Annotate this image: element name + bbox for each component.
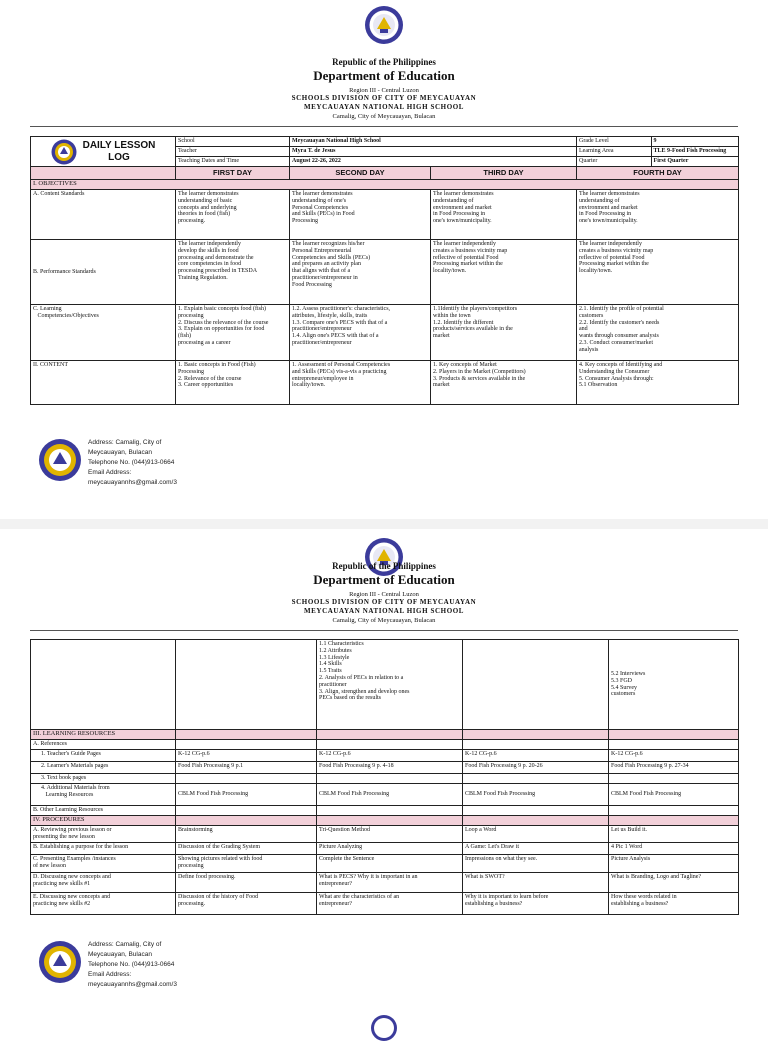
- procedure-label-d: D. Discussing new concepts and practicing new skills #1: [33, 873, 111, 887]
- resource-3-day1: [176, 773, 317, 783]
- dates-value: August 22-26, 2022: [290, 157, 577, 167]
- pink-cell: [463, 730, 609, 740]
- dll-title-line1: DAILY LESSON: [82, 139, 156, 151]
- learning-competencies-day4: 2.1. Identify the profile of potential customers 2.2. Identify the customer's needs and wants through consumer analysis 2.3. Conduct consumer/market analysis: [579, 306, 664, 353]
- content-day4: 4. Key concepts of Identifying and Understanding the Consumer 5. Consumer Analysis through: 5.1 Observation: [579, 362, 663, 389]
- dates-label: Teaching Dates and Time: [176, 157, 290, 167]
- footer-email-label: Email Address:: [88, 469, 132, 476]
- empty-cell: [609, 740, 739, 750]
- procedure-e-day4: How these words related in establishing a business?: [611, 893, 677, 907]
- area-value: TLE 9-Food Fish Processing: [653, 148, 727, 154]
- resource-3-day2: [317, 773, 463, 783]
- content-standards-day4: The learner demonstrates understanding of environment and market in Food Processing in one's town/municipality.: [579, 191, 640, 225]
- quarter-label: Quarter: [577, 157, 651, 166]
- address-line: Camalig, City of Meycauayan, Bulacan: [332, 113, 436, 120]
- procedure-b-day2: Picture Analyzing: [317, 842, 463, 854]
- content-label: II. CONTENT: [31, 361, 176, 405]
- grade-value: 9: [653, 138, 657, 144]
- page-gap: [0, 519, 768, 529]
- resource-4-day3: CBLM Food Fish Processing: [463, 783, 609, 805]
- procedures-heading: IV. PROCEDURES: [31, 815, 176, 825]
- resource-4-day1: CBLM Food Fish Processing: [176, 783, 317, 805]
- footer-address-1: Address: Camalig, City of: [88, 941, 162, 948]
- resource-4-day2: CBLM Food Fish Processing: [317, 783, 463, 805]
- area-label: Learning Area: [577, 147, 651, 156]
- school-label: School: [176, 137, 290, 147]
- school-value: Meycauayan National High School: [290, 137, 577, 147]
- quarter-value: First Quarter: [653, 158, 689, 164]
- address-line: Camalig, City of Meycauayan, Bulacan: [332, 617, 436, 624]
- empty-cell: [176, 805, 317, 815]
- empty-cell: [317, 740, 463, 750]
- teacher-label: Teacher: [176, 147, 290, 157]
- procedure-label-e: E. Discussing new concepts and practicing new skills #2: [33, 893, 111, 907]
- learning-resources-heading: III. LEARNING RESOURCES: [31, 730, 176, 740]
- learning-competencies-day2: 1.2. Assess practitioner's: characteristics, attributes, lifestyle, skills, traits 1.3. Compare one's PECS with that of a practitioner/entrepreneur 1.4. Align one's PECS with that of a practitioner/entrepreneur: [292, 306, 391, 346]
- pink-cell: [463, 815, 609, 825]
- teacher-value: Myra T. de Jesus: [290, 147, 577, 157]
- content-day3: 1. Key concepts of Market 2. Players in the Market (Competitors) 3. Products & services available in the market: [433, 362, 526, 389]
- procedure-label-a: A. Reviewing previous lesson or presenting the new lesson: [33, 826, 112, 840]
- dll-title-line2: LOG: [108, 151, 130, 163]
- resource-2-day2: Food Fish Processing 9 p. 4-18: [317, 761, 463, 773]
- resource-label-1: 1. Teacher's Guide Pages: [31, 749, 176, 761]
- pink-cell: [317, 730, 463, 740]
- school-logo-icon: [38, 940, 82, 984]
- procedure-b-day1: Discussion of the Grading System: [176, 842, 317, 854]
- resource-2-day1: Food Fish Processing 9 p.1: [176, 761, 317, 773]
- school-line: MEYCAUAYAN NATIONAL HIGH SCHOOL: [303, 607, 465, 615]
- resource-1-day2: K-12 CG-p.6: [317, 749, 463, 761]
- empty-cell: [609, 805, 739, 815]
- learning-competencies-day3: 1.1Identify the players/competitors within the town 1.2. Identify the different products/services available in the market: [433, 306, 518, 340]
- footer-address-1: Address: Camalig, City of: [88, 439, 162, 446]
- continued-day3: [463, 640, 609, 730]
- document-header: [0, 57, 768, 121]
- resource-label-4: 4. Additional Materials from Learning Resources: [41, 784, 110, 798]
- procedure-b-day4: 4 Pic 1 Word: [609, 842, 739, 854]
- content-day1: 1. Basic concepts in Food (Fish) Processing 2. Relevance of the course 3. Career opportunities: [178, 362, 256, 389]
- page-footer: [38, 940, 298, 1000]
- division-line: SCHOOLS DIVISION OF CITY OF MEYCAUAYAN: [291, 598, 477, 606]
- continued-day2: 1.1 Characteristics 1.2 Attributes 1.3 Lifestyle 1.4 Skills 1.5 Traits 2. Analysis of PECs in relation to a practitioner 3. Align, strengthen and develop ones PECs based on the results: [319, 641, 410, 702]
- header-divider: [30, 630, 738, 631]
- procedure-e-day3: Why it is important to learn before establishing a business?: [465, 893, 549, 907]
- school-line: MEYCAUAYAN NATIONAL HIGH SCHOOL: [303, 103, 465, 111]
- pink-cell: [609, 730, 739, 740]
- resource-label-2: 2. Learner's Materials pages: [31, 761, 176, 773]
- region-line: Region III - Central Luzon: [349, 87, 419, 94]
- learning-competencies-day1: 1. Explain basic concepts food (fish) processing 2. Discuss the relevance of the course 3. Explain on opportunities for food (fish) processing as a career: [178, 306, 269, 346]
- grade-cell: [577, 137, 739, 147]
- day-header-first: FIRST DAY: [176, 167, 290, 180]
- resource-2-day3: Food Fish Processing 9 p. 20-26: [463, 761, 609, 773]
- procedure-c-day2: Complete the Sentence: [317, 854, 463, 872]
- area-cell: [577, 147, 739, 157]
- empty-cell: [317, 805, 463, 815]
- performance-standards-day3: The learner independently creates a business vicinity map reflective of potential Food Processing market within the locality/town.: [433, 241, 508, 275]
- deped-seal-icon: [364, 5, 404, 45]
- performance-standards-day2: The learner recognizes his/her Personal Entrepreneurial Competencies and Skills (PECs) and prepares an activity plan that aligns with that of a practitioner/entrepreneur in Food Processing: [292, 241, 371, 288]
- resource-1-day3: K-12 CG-p.6: [463, 749, 609, 761]
- empty-cell: [463, 740, 609, 750]
- grade-label: Grade Level: [577, 137, 651, 146]
- procedure-c-day3: Impressions on what they see.: [463, 854, 609, 872]
- other-resources-label: B. Other Learning Resources: [31, 805, 176, 815]
- performance-standards-day1: The learner independently develop the skills in food processing and demonstrate the core competencies in food processing prescribed in TESDA Training Regulation.: [178, 241, 258, 281]
- footer-address-2: Meycauayan, Bulacan: [88, 951, 152, 958]
- content-standards-day2: The learner demonstrates understanding of one's Personal Competencies and Skills (PECs) in Food Processing: [292, 191, 355, 225]
- header-divider: [30, 126, 738, 127]
- quarter-cell: [577, 157, 739, 167]
- resource-4-day4: CBLM Food Fish Processing: [609, 783, 739, 805]
- empty-cell: [176, 740, 317, 750]
- learning-competencies-label: C. Learning Competencies/Objectives: [33, 306, 99, 319]
- resource-label-3: 3. Text book pages: [31, 773, 176, 783]
- footer-contact: [88, 940, 248, 990]
- procedure-e-day2: What are the characteristics of an entrepreneur?: [319, 893, 400, 907]
- footer-telephone: Telephone No. (044)913-0664: [88, 961, 175, 968]
- pink-cell: [176, 730, 317, 740]
- republic-line: Republic of the Philippines: [332, 57, 436, 67]
- content-standards-day3: The learner demonstrates understanding of environment and market in Food Processing in one's town/municipality.: [433, 191, 494, 225]
- day-header-blank: [31, 167, 176, 180]
- day-header-third: THIRD DAY: [431, 167, 577, 180]
- day-header-fourth: FOURTH DAY: [577, 167, 739, 180]
- school-logo-icon: [38, 438, 82, 482]
- page-1: [0, 0, 768, 519]
- procedure-c-day1: Showing pictures related with food processing: [178, 855, 263, 869]
- dll-title-cell: [31, 137, 176, 167]
- procedure-a-day3: Loop a Word: [463, 825, 609, 842]
- procedure-d-day4: What is Branding, Logo and Tagline?: [609, 872, 739, 892]
- region-line: Region III - Central Luzon: [349, 591, 419, 598]
- resource-2-day4: Food Fish Processing 9 p. 27-34: [609, 761, 739, 773]
- continued-label: [31, 640, 176, 730]
- procedure-label-b: B. Establishing a purpose for the lesson: [31, 842, 176, 854]
- footer-email-label: Email Address:: [88, 971, 132, 978]
- daily-lesson-log-table: [30, 136, 739, 405]
- document-header: [0, 561, 768, 625]
- pink-cell: [176, 815, 317, 825]
- division-line: SCHOOLS DIVISION OF CITY OF MEYCAUAYAN: [291, 94, 477, 102]
- republic-line: Republic of the Philippines: [332, 561, 436, 571]
- procedure-c-day4: Picture Analysis: [609, 854, 739, 872]
- performance-standards-label: B. Performance Standards: [31, 240, 176, 305]
- footer-email: meycauayannhs@gmail.com/3: [88, 981, 177, 988]
- continued-day4: 5.2 Interviews 5.3 FGD 5.4 Survey customers: [611, 670, 646, 698]
- content-standards-label: A. Content Standards: [31, 190, 176, 240]
- procedure-a-day2: Tri-Question Method: [317, 825, 463, 842]
- procedure-a-day1: Brainstorming: [176, 825, 317, 842]
- empty-cell: [463, 805, 609, 815]
- footer-contact: [88, 438, 248, 488]
- page-2: [0, 529, 768, 1024]
- resource-1-day4: K-12 CG-p.6: [609, 749, 739, 761]
- day-header-second: SECOND DAY: [290, 167, 431, 180]
- references-label: A. References: [31, 740, 176, 750]
- footer-address-2: Meycauayan, Bulacan: [88, 449, 152, 456]
- page-footer: [38, 438, 298, 498]
- procedure-d-day3: What is SWOT?: [463, 872, 609, 892]
- footer-telephone: Telephone No. (044)913-0664: [88, 459, 175, 466]
- procedure-a-day4: Let us Build it.: [609, 825, 739, 842]
- content-day2: 1. Assessment of Personal Competencies and Skills (PECs) vis-a-vis a practicing entrepreneur/employee in locality/town.: [292, 362, 391, 389]
- pink-cell: [317, 815, 463, 825]
- deped-seal-icon: [370, 1014, 398, 1042]
- procedure-d-day1: Define food processing.: [176, 872, 317, 892]
- procedure-b-day3: A Game: Let's Draw it: [463, 842, 609, 854]
- continued-day1: [176, 640, 317, 730]
- footer-email: meycauayannhs@gmail.com/3: [88, 479, 177, 486]
- resource-3-day4: [609, 773, 739, 783]
- department-line: Department of Education: [313, 572, 455, 587]
- department-line: Department of Education: [313, 68, 455, 83]
- pink-cell: [609, 815, 739, 825]
- procedure-label-c: C. Presenting Examples /instances of new lesson: [33, 855, 116, 869]
- performance-standards-day4: The learner independently creates a business vicinity map reflective of potential Food Processing market within the locality/town.: [579, 241, 654, 275]
- objectives-heading: I. OBJECTIVES: [31, 180, 739, 190]
- resource-3-day3: [463, 773, 609, 783]
- procedure-e-day1: Discussion of the history of Food processing.: [178, 893, 259, 907]
- procedure-d-day2: What is PECS? Why it is important in an entrepreneur?: [319, 873, 418, 887]
- daily-lesson-log-table-continued: [30, 639, 739, 915]
- school-seal-icon: [51, 139, 77, 165]
- content-standards-day1: The learner demonstrates understanding of basic concepts and underlying theories in food (fish) processing.: [178, 191, 239, 225]
- resource-1-day1: K-12 CG-p.6: [176, 749, 317, 761]
